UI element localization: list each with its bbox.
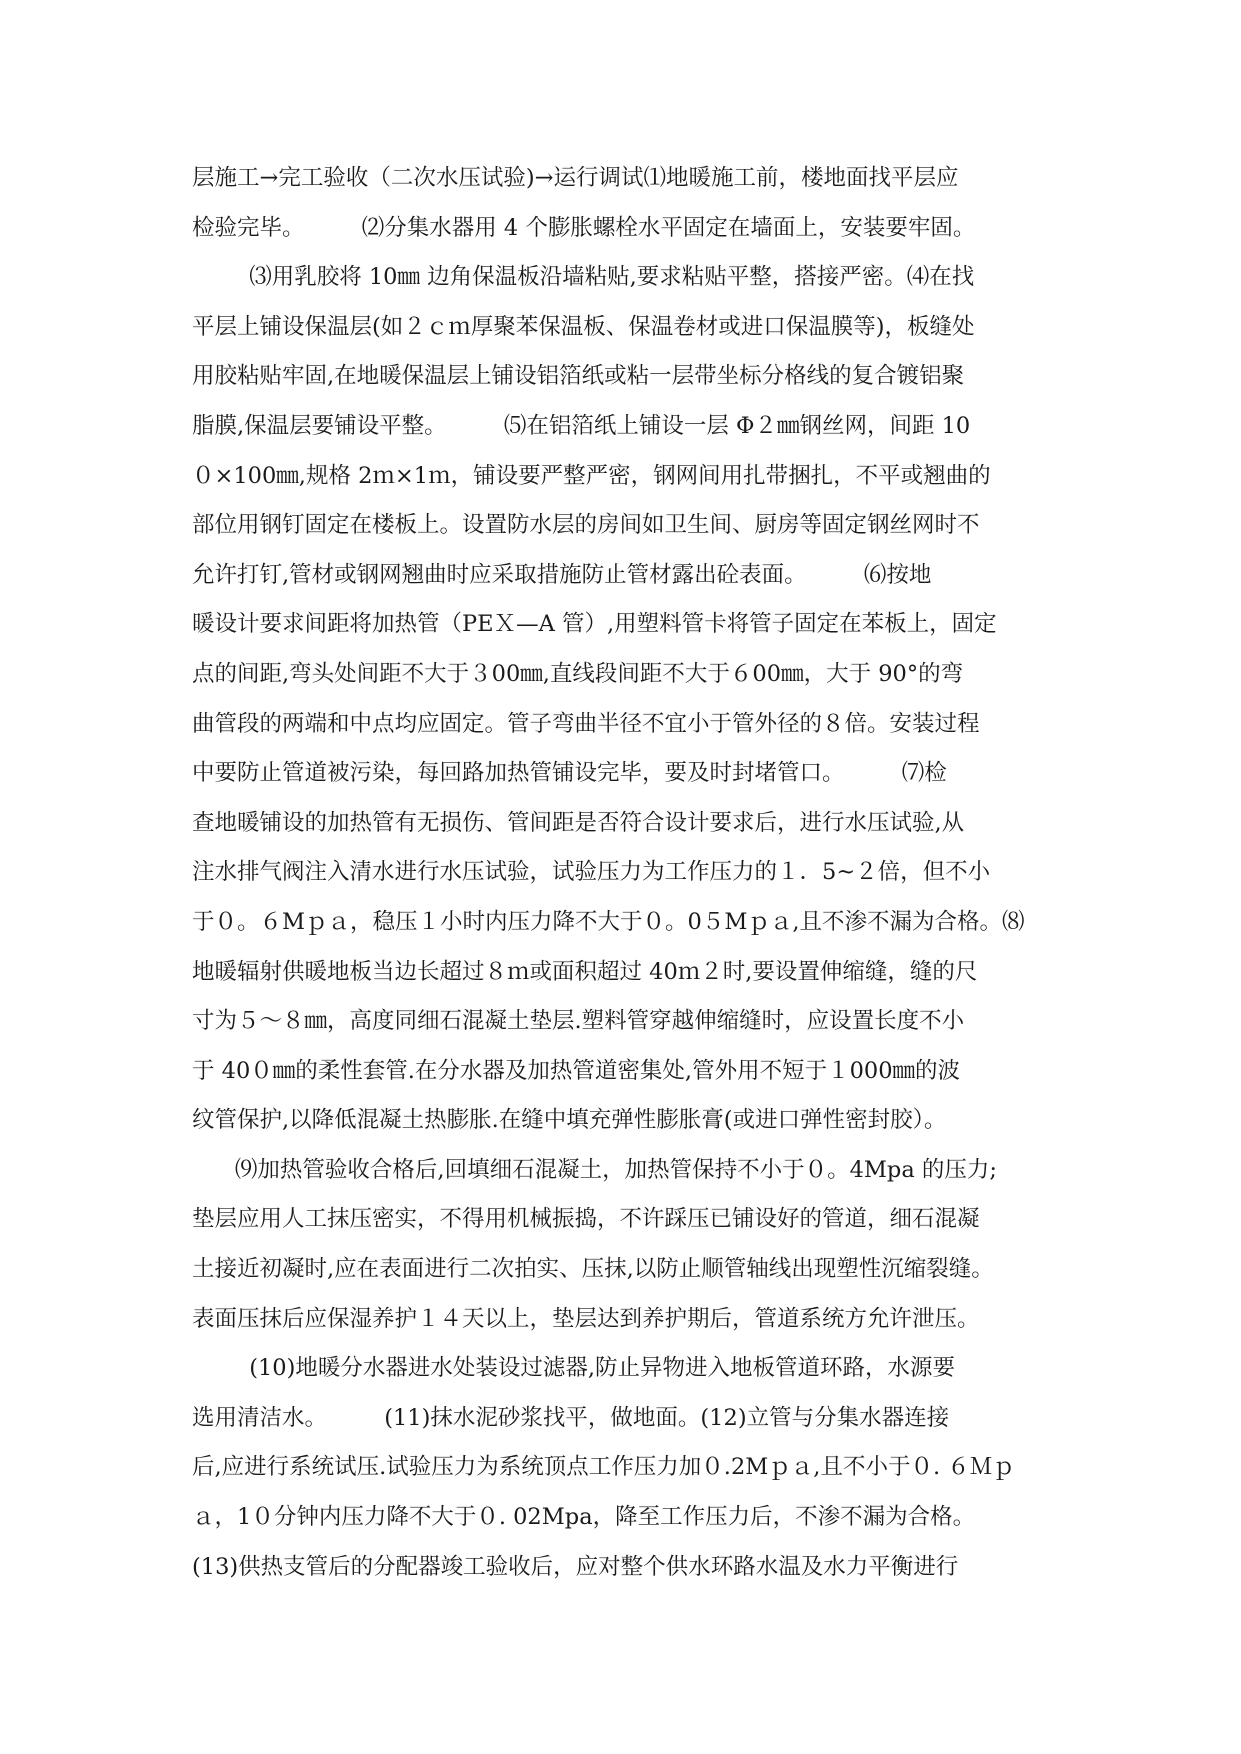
text-line: 查地暖铺设的加热管有无损伤、管间距是否符合设计要求后，进行水压试验,从 (192, 809, 965, 836)
text-line: 平层上铺设保温层(如２ｃｍ厚聚苯保温板、保温卷材或进口保温膜等)，板缝处 (192, 313, 975, 340)
text-line: 曲管段的两端和中点均应固定。管子弯曲半径不宜小于管外径的８倍。安装过程 (192, 710, 980, 737)
text-line: 允许打钉,管材或钢网翘曲时应采取措施防止管材露出砼表面。 ⑹按地 (192, 561, 932, 588)
text-line: 中要防止管道被污染，每回路加热管铺设完毕，要及时封堵管口。 ⑺检 (192, 760, 947, 787)
text-line: ⑼加热管验收合格后,回填细石混凝土，加热管保持不小于０。4Mpa 的压力; (192, 1156, 997, 1183)
text-line: 点的间距,弯头处间距不大于３00㎜,直线段间距不大于６00㎜，大于 90°的弯 (192, 660, 964, 687)
text-line: 检验完毕。 ⑵分集水器用 4 个膨胀螺栓水平固定在墙面上，安装要牢固。 (192, 214, 976, 241)
text-line: (10)地暖分水器进水处装设过滤器,防止异物进入地板管道环路，水源要 (192, 1355, 956, 1382)
text-line: 用胶粘贴牢固,在地暖保温层上铺设铝箔纸或粘一层带坐标分格线的复合镀铝聚 (192, 363, 965, 390)
text-line: 层施工→完工验收（二次水压试验)→运行调试⑴地暖施工前，楼地面找平层应 (192, 165, 959, 191)
text-line: 于０。６Mｐａ，稳压１小时内压力降不大于０。0５Mｐａ,且不渗不漏为合格。⑻ (192, 908, 1025, 935)
text-line: ０×100㎜,规格 2ｍ×1ｍ，铺设要严整严密，钢网间用扎带捆扎，不平或翘曲的 (192, 462, 991, 489)
text-line: 地暖辐射供暖地板当边长超过８ｍ或面积超过 40ｍ２时,要设置伸缩缝，缝的尺 (192, 958, 978, 985)
body-text (192, 154, 1072, 1592)
text-line: 选用清洁水。 (11)抹水泥砂浆找平，做地面。(12)立管与分集水器连接 (192, 1404, 950, 1431)
text-line: 注水排气阀注入清水进行水压试验，试验压力为工作压力的１．5~２倍，但不小 (192, 859, 991, 886)
text-line: 表面压抹后应保湿养护１４天以上，垫层达到养护期后，管道系统方允许泄压。 (192, 1305, 980, 1332)
text-line: 暖设计要求间距将加热管（PEＸ—A 管）,用塑料管卡将管子固定在苯板上，固定 (192, 611, 997, 638)
text-line: (13)供热支管后的分配器竣工验收后，应对整个供水环路水温及水力平衡进行 (192, 1553, 959, 1580)
text-line: 于 40０㎜的柔性套管.在分水器及加热管道密集处,管外用不短于１000㎜的波 (192, 1057, 961, 1084)
text-line: ⑶用乳胶将 10㎜ 边角保温板沿墙粘贴,要求粘贴平整，搭接严密。⑷在找 (192, 264, 975, 291)
text-line: ａ，1０分钟内压力降不大于０. 02Mpa，降至工作压力后，不渗不漏为合格。 (192, 1504, 976, 1531)
text-line: 土接近初凝时,应在表面进行二次拍实、压抹,以防止顺管轴线出现塑性沉缩裂缝。 (192, 1256, 994, 1283)
text-line: 纹管保护,以降低混凝土热膨胀.在缝中填充弹性膨胀膏(或进口弹性密封胶）。 (192, 1107, 947, 1134)
text-line: 垫层应用人工抹压密实，不得用机械振捣，不许踩压已铺设好的管道，细石混凝 (192, 1206, 980, 1233)
text-line: 寸为５～８㎜，高度同细石混凝土垫层.塑料管穿越伸缩缝时，应设置长度不小 (192, 1008, 965, 1035)
text-line: 后,应进行系统试压.试验压力为系统顶点工作压力加０.2Mｐａ,且不小于０. ６Ｍｐ (192, 1454, 1015, 1481)
text-line: 部位用钢钉固定在楼板上。设置防水层的房间如卫生间、厨房等固定钢丝网时不 (192, 512, 980, 539)
text-line: 脂膜,保温层要铺设平整。 ⑸在铝箔纸上铺设一层 Φ２㎜钢丝网，间距 10 (192, 412, 971, 439)
